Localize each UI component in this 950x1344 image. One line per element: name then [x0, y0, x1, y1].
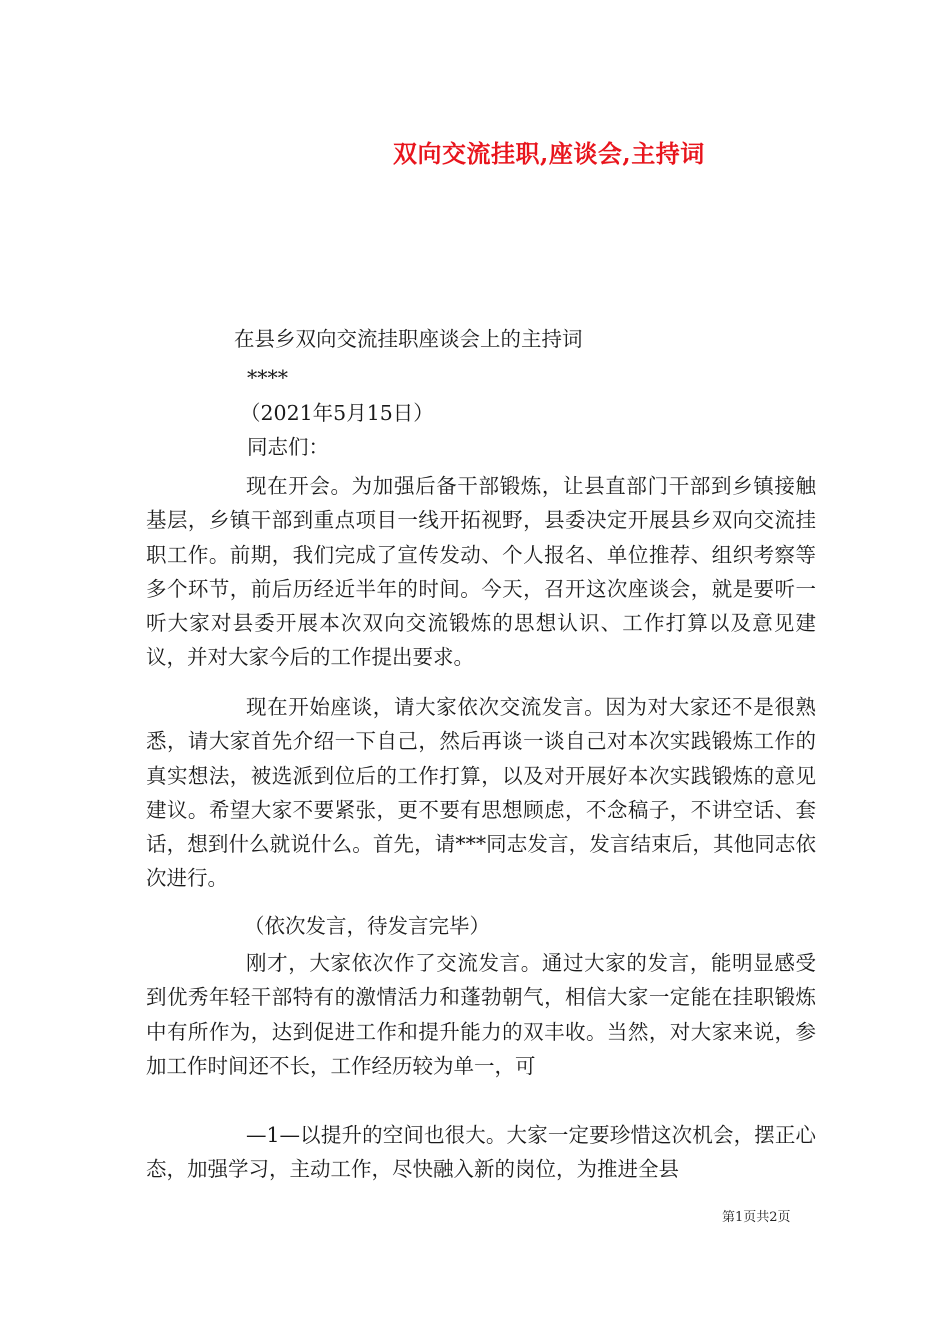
paragraph-summary: 刚才，大家依次作了交流发言。通过大家的发言，能明显感受到优秀年轻干部特有的激情活力和蓬勃朝气，相信大家一定能在挂职锻炼中有所作为，达到促进工作和提升能力的双丰收。当然，对大家来说，参加工作时间还不长，工作经历较为单一，可 — [146, 951, 816, 1078]
speech-date: （2021年5月15日） — [240, 401, 434, 425]
paragraph-discussion: 现在开始座谈，请大家依次交流发言。因为对大家还不是很熟悉，请大家首先介绍一下自己，然后再谈一谈自己对本次实践锻炼工作的真实想法，被选派到位后的工作打算，以及对开展好本次实践锻炼的意见建议。希望大家不要紧张，更不要有思想顾虑，不念稿子，不讲空话、套话，想到什么就说什么。首先，请***同志发言，发言结束后，其他同志依次进行。 — [146, 695, 816, 891]
paragraph-opening: 现在开会。为加强后备干部锻炼，让县直部门干部到乡镇接触基层，乡镇干部到重点项目一线开拓视野，县委决定开展县乡双向交流挂职工作。前期，我们完成了宣传发动、个人报名、单位推荐、组织考察等多个环节，前后历经近半年的时间。今天，召开这次座谈会，就是要听一听大家对县委开展本次双向交流锻炼的思想认识、工作打算以及意见建议，并对大家今后的工作提出要求。 — [146, 474, 816, 670]
speech-title: 在县乡双向交流挂职座谈会上的主持词 — [234, 327, 583, 351]
author-placeholder: **** — [247, 366, 288, 390]
greeting: 同志们： — [247, 435, 329, 459]
document-title: 双向交流挂职,座谈会,主持词 — [393, 139, 705, 168]
page-number: 第1页共2页 — [722, 1210, 791, 1225]
stage-note: （依次发言，待发言完毕） — [244, 914, 490, 938]
paragraph-continuation: —1—以提升的空间也很大。大家一定要珍惜这次机会，摆正心态，加强学习，主动工作，尽快融入新的岗位，为推进全县 — [146, 1123, 816, 1182]
